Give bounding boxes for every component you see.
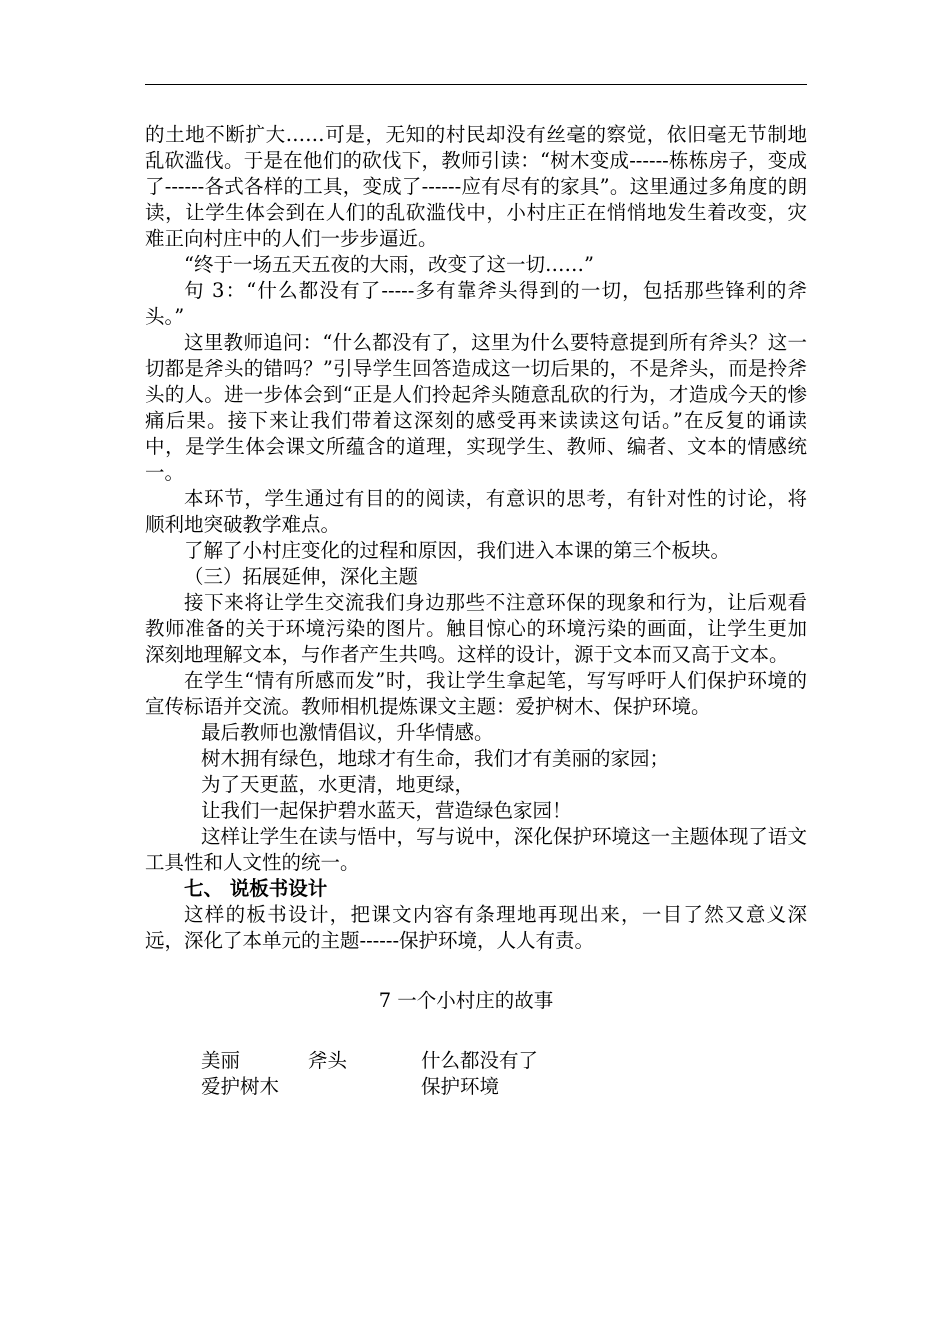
board-row xyxy=(145,1048,807,1074)
board-cell: 斧头 xyxy=(308,1049,348,1072)
document-body xyxy=(145,122,807,1100)
section-heading: 七、 说板书设计 xyxy=(184,877,328,900)
paragraph: 最后教师也激情倡议，升华情感。 xyxy=(201,721,494,744)
slogan-line: 树木拥有绿色，地球才有生命，我们才有美丽的家园； xyxy=(201,747,670,770)
paragraph: 这里教师追问：“什么都没有了，这里为什么要特意提到所有斧头？这一切都是斧头的错吗？”引导学生回答造成这一切后果的，不是斧头，而是拎斧头的人。进一步体会到“正是人们拎起斧头随意乱砍的行为，才造成今天的惨痛后果。接下来让我们带着这深刻的感受再来读读这句话。”在反复的诵读中，是学生体会课文所蕴含的道理，实现学生、教师、编者、文本的情感统一。 xyxy=(145,331,807,484)
subsection-heading: （三）拓展延伸，深化主题 xyxy=(184,565,419,588)
board-cell: 美丽 xyxy=(201,1049,241,1072)
paragraph: 本环节，学生通过有目的的阅读，有意识的思考，有针对性的讨论，将顺利地突破教学难点。 xyxy=(145,487,807,536)
paragraph: “终于一场五天五夜的大雨，改变了这一切……” xyxy=(184,253,594,276)
paragraph: 句 3：“什么都没有了-----多有靠斧头得到的一切，包括那些锋利的斧头。” xyxy=(145,279,807,328)
slogan-line: 让我们一起保护碧水蓝天，营造绿色家园！ xyxy=(201,799,572,822)
paragraph: 的土地不断扩大……可是，无知的村民却没有丝毫的察觉，依旧毫无节制地乱砍滥伐。于是在他们的砍伐下，教师引读：“树木变成------栋栋房子，变成了------各式各样的工具，变成了------应有尽有的家具”。这里通过多角度的朗读，让学生体会到在人们的乱砍滥伐中，小村庄正在悄悄地发生着改变，灾难正向村庄中的人们一步步逼近。 xyxy=(145,123,807,250)
paragraph: 在学生“情有所感而发”时，我让学生拿起笔，写写呼吁人们保护环境的宣传标语并交流。教师相机提炼课文主题：爱护树木、保护环境。 xyxy=(145,669,807,718)
slogan-line: 为了天更蓝，水更清，地更绿， xyxy=(201,773,475,796)
spacer xyxy=(145,1014,807,1048)
paragraph: 了解了小村庄变化的过程和原因，我们进入本课的第三个板块。 xyxy=(184,539,731,562)
spacer xyxy=(145,954,807,988)
board-row xyxy=(145,1074,807,1100)
paragraph: 接下来将让学生交流我们身边那些不注意环保的现象和行为，让后观看教师准备的关于环境污染的图片。触目惊心的环境污染的画面，让学生更加深刻地理解文本，与作者产生共鸣。这样的设计，源于文本而又高于文本。 xyxy=(145,591,807,666)
header-rule xyxy=(145,84,807,85)
board-title: 7 一个小村庄的故事 xyxy=(378,989,554,1012)
board-cell: 什么都没有了 xyxy=(421,1049,539,1072)
board-cell: 爱护树木 xyxy=(201,1075,280,1098)
paragraph: 这样的板书设计，把课文内容有条理地再现出来，一目了然又意义深远，深化了本单元的主题------保护环境，人人有责。 xyxy=(145,903,807,952)
board-cell: 保护环境 xyxy=(421,1075,500,1098)
paragraph: 这样让学生在读与悟中，写与说中，深化保护环境这一主题体现了语文工具性和人文性的统一。 xyxy=(145,825,807,874)
